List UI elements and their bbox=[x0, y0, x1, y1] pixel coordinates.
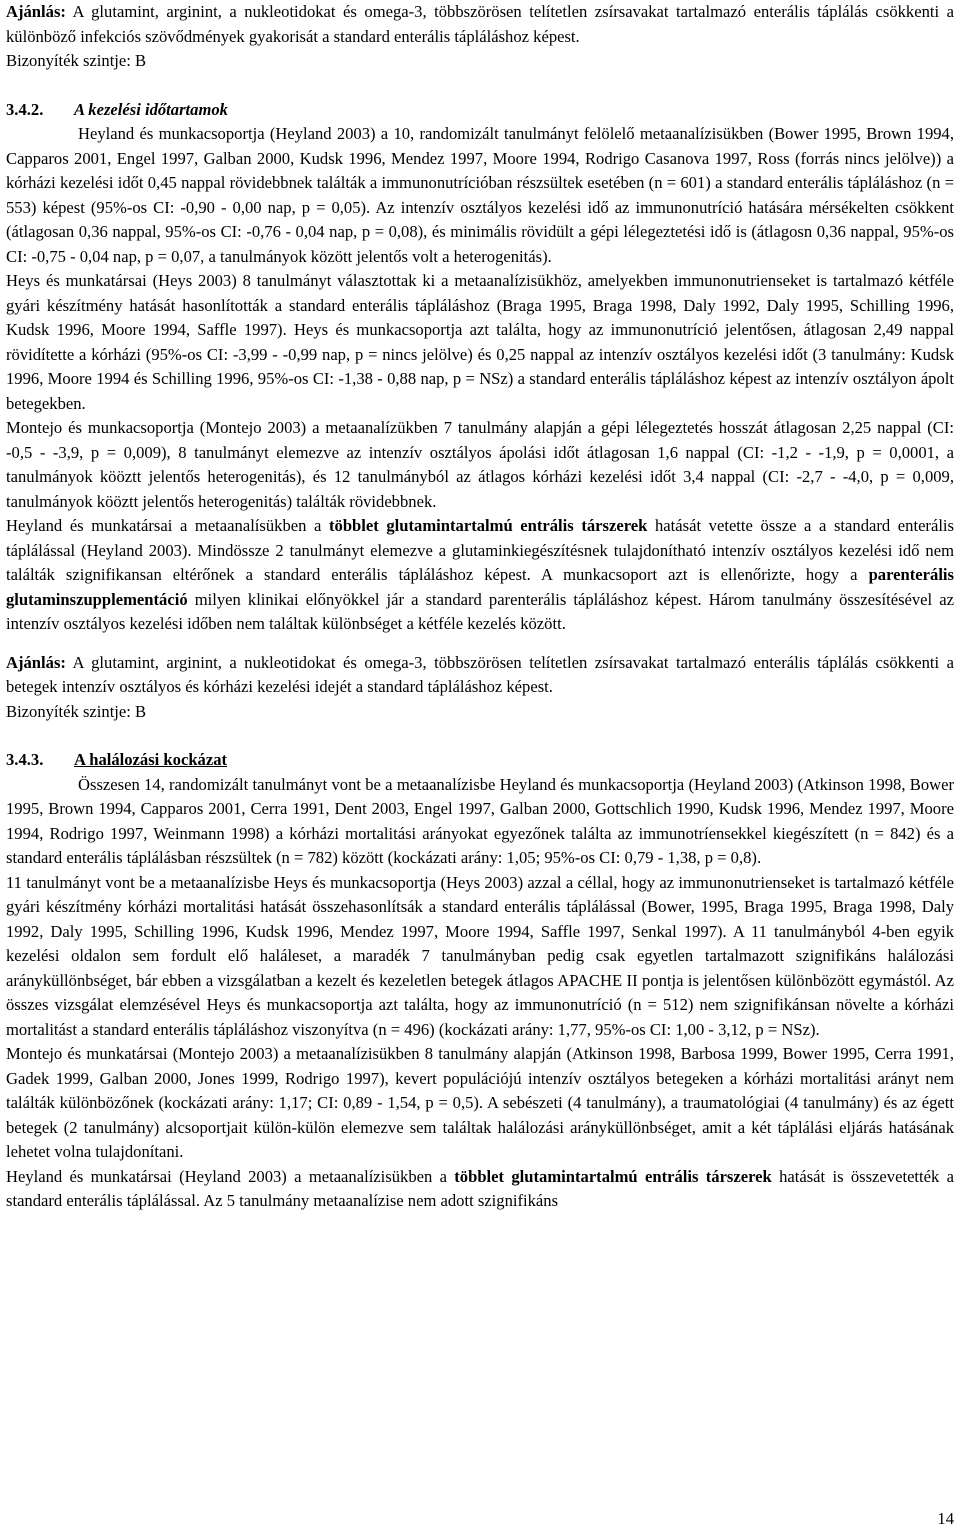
bold-term: parenterális glutaminszupplementáció bbox=[6, 565, 954, 609]
document-page bbox=[6, 0, 954, 1214]
paragraph: Montejo és munkatársai (Montejo 2003) a metaanalízisükben 8 tanulmány alapján (Atkinson 1998, Barbosa 1999, Bower 1995, Cerra 1991, Gadek 1999, Galban 2000, Jones 1999, Rodrigo 1997), kevert populációjú intenzív osztályos betegeken a kórházi mortalitási arányt nem találták különbözőnek (kockázati arány: 1,17; CI: 0,89 - 1,54, p = 0,5). A sebészeti (4 tanulmány), a traumatológiai (4 tanulmány) és az égett betegek (2 tanulmány) alcsoportjait külön-külön elemezve sem találtak halálozási arányküllönbséget, amit a két táplálási eljárás hatásának lehetet volna tulajdonítani. bbox=[6, 1044, 954, 1161]
paragraph: Összesen 14, randomizált tanulmányt vont be a metaanalízisbe Heyland és munkacsoportja (Heyland 2003) (Atkinson 1998, Bower 1995, Brown 1994, Capparos 2001, Cerra 1991, Dent 2003, Engel 1997, Galban 2000, Gottschlich 1990, Kudsk 1996, Mendez 1997, Moore 1994, Rodrigo 1997, Weinmann 1998) a kórházi mortalitási arányokat egyezőnek találta az immunotríensekkel kiegészített (n = 842) és a standard enterális táplálásban részsültek (n = 782) között (kockázati arány: 1,05; 95%-os CI: 0,79 - 1,38, p = 0,8). bbox=[6, 774, 954, 867]
recommendation-label: Ajánlás: bbox=[6, 652, 66, 672]
evidence-level: Bizonyíték szintje: B bbox=[6, 701, 147, 721]
section-number: 3.4.2. bbox=[6, 99, 44, 119]
paragraph bbox=[6, 1165, 954, 1214]
recommendation-text: A glutamint, arginint, a nukleotidokat és omega-3, többszörösen telítetlen zsírsavakat tartalmazó enterális táplálás csökkenti a betegek intenzív osztályos és kórházi kezelési idejét a standard tápláláshoz képest. bbox=[6, 652, 954, 696]
paragraph: 11 tanulmányt vont be a metaanalízisbe Heys és munkacsoportja (Heys 2003) azzal a céllal, hogy az immunonutrienseket is tartalmazó kétféle gyári készítmény kórházi mortalitási hatását összehasonlítsák a standard enterális táplálással (Bower, 1995, Braga 1995, Braga 1998, Daly 1992, Daly 1995, Schilling 1996, Kudsk 1996, Mendez 1997, Moore 1994, Saffle 1997, Senkal 1997). A 11 tanulmányból 4-ben egyik kezelési oldalon sem fordult elő haláleset, a maradék 7 tanulmányban pedig csak egyetlen tartalmazott szignifikáns halálozási arányküllönbséget, bár ebben a vizsgálatban a kezelt és kezeletlen betegek átlagos APACHE II pontja is jelentősen különbözött egymástól. Az összes vizsgálat elemzésével Heys és munkacsoportja azt találta, hogy az immunonutríció (n = 512) nem szignifikánsan növelte a kórházi mortalitást a standard enterális tápláláshoz viszonyítva (n = 496) (kockázati arány: 1,77, 95%-os CI: 1,00 - 3,12, p = NSz). bbox=[6, 872, 954, 1039]
text-run: Heyland és munkatársai a metaanalísükben a bbox=[6, 516, 329, 535]
evidence-level: Bizonyíték szintje: B bbox=[6, 51, 147, 70]
recommendation-1 bbox=[6, 0, 954, 49]
paragraph: Heys és munkatársai (Heys 2003) 8 tanulmányt választottak ki a metaanalízisükhöz, amelyekben immunonutrienseket is tartalmazó kétféle gyári készítmény hatását hasonlították a standard enterális tápláláshoz (Braga 1995, Braga 1998, Daly 1992, Daly 1995, Schilling 1996, Kudsk 1996, Moore 1994, Saffle 1997). Heys és munkacsoportja azt találta, hogy az immunonutríció jelentősen, átlagosan 2,49 nappal rövidítette a kórházi (95%-os CI: -3,99 - -0,99 nap, p = nincs jelölve) és 0,25 nappal az intenzív osztályos kezelési időt (3 tanulmány: Kudsk 1996, Moore 1994 és Schilling 1996, 95%-os CI: -1,38 - 0,88 nap, p = NSz) a standard enterális tápláláshoz képest az intenzív osztályon ápolt betegekben. bbox=[6, 271, 954, 413]
paragraph bbox=[6, 514, 954, 637]
recommendation-2 bbox=[6, 651, 954, 700]
paragraph: Heyland és munkacsoportja (Heyland 2003) a 10, randomizált tanulmányt felölelő metaanalízisükben (Bower 1995, Brown 1994, Capparos 2001, Engel 1997, Galban 2000, Kudsk 1996, Mendez 1997, Moore 1994, Rodrigo Casanova 1997, Ross (forrás nincs jelölve)) a kórházi kezelési időt 0,45 nappal rövidebbnek találták a immunonutrícióban részsültek esetében (n = 601) a standard enterális tápláláshoz (n = 553) képest (95%-os CI: -0,90 - 0,00 nap, p = 0,05). Az intenzív osztályos kezelési idő az immunonutríció hatására mérsékelten csökkent (átlagosan 0,36 nappal, 95%-os CI: -0,76 - 0,04 nap, p = 0,08), és minimális rövidült a gépi lélegeztetési idő is (átlagosn 0,36 nappal, 95%-os CI: -0,75 - 0,04 nap, p = 0,07, a tanulmányok között jelentős volt a heterogenitás). bbox=[6, 124, 954, 266]
text-run: hatását is összevetették a standard enterális táplálással. Az 5 tanulmány metaanalízise nem adott szignifikáns bbox=[6, 1166, 954, 1210]
text-run: milyen klinikai előnyökkel jár a standard parenterális tápláláshoz képest. Három tanulmány összesítésével az intenzív osztályos kezelési időben nem találtak különbséget a kétféle kezelés között. bbox=[6, 589, 954, 633]
page-number: 14 bbox=[937, 1509, 954, 1528]
text-run: Heyland és munkatársai (Heyland 2003) a metaanalízisükben a bbox=[6, 1166, 455, 1186]
section-heading-3-4-2 bbox=[6, 98, 954, 123]
section-title: A halálozási kockázat bbox=[74, 750, 228, 769]
bold-term: többlet glutamintartalmú entrális társzerek bbox=[329, 516, 648, 535]
text-run: hatását vetette össze a a standard enterális táplálással (Heyland 2003). Mindössze 2 tanulmányt elemezve a glutaminkiegészítésnek tulajdonítható intenzív osztályos kezelési idő nem találták szignifikansan eltérőnek a standard enterális tápláláshoz képest. A munkacsoport azt is ellenőrizte, hogy a bbox=[6, 516, 955, 584]
section-title: A kezelési időtartamok bbox=[74, 99, 228, 119]
recommendation-label: Ajánlás: bbox=[6, 2, 66, 21]
bold-term: többlet glutamintartalmú entrális társzerek bbox=[454, 1166, 772, 1186]
section-number: 3.4.3. bbox=[6, 750, 44, 769]
paragraph: Montejo és munkacsoportja (Montejo 2003) a metaanalízükben 7 tanulmány alapján a gépi lélegeztetés hosszát átlagosan 2,25 nappal (CI: -0,5 - -3,9, p = 0,009), 8 tanulmányt elemezve az intenzív osztályos ápolási időt átlagosan 1,6 nappal (CI: -1,2 - -1,9, p = 0,0001, a tanulmányok kööztt jelentős heterogenitás), és 12 tanulmányból az átlagos kórházi kezelési időt 3,4 nappal (CI: -2,7 - -4,0, p = 0,009, tanulmányok kööztt jelentős heterogenitás) találták rövidebbnek. bbox=[6, 418, 954, 511]
section-heading-3-4-3 bbox=[6, 748, 954, 773]
recommendation-text: A glutamint, arginint, a nukleotidokat és omega-3, többszörösen telítetlen zsírsavakat tartalmazó enterális táplálás csökkenti a különböző infekciós szövődmények gyakorisát a standard enterális tápláláshoz képest. bbox=[6, 2, 954, 46]
